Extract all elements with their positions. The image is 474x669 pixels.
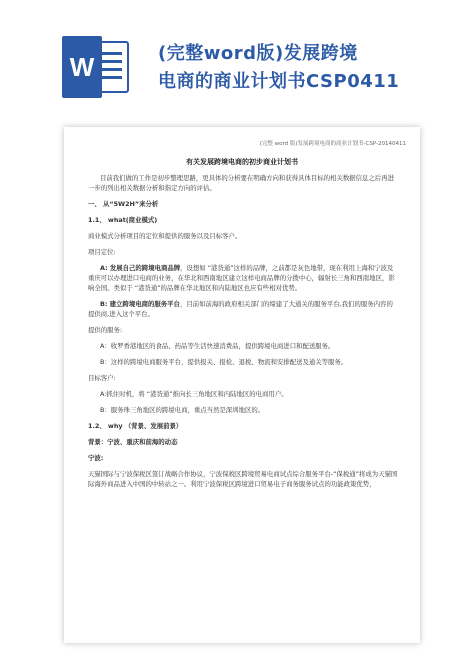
service-a: A：收罗香港地区的食品、药品等生活快速消费品，提供跨境电商进口和配送服务。 [100, 342, 335, 350]
running-header: (完整 word 版)发展跨境电商的商业计划书-CSP-20140411 [259, 141, 406, 147]
what-description: 商业模式分析项目的定位和提供的服务以及目标客户。 [88, 232, 242, 240]
section-heading-1: 一、 从“5W2H”来分析 [88, 200, 159, 208]
positioning-b-lead: B: 建立跨境电商的服务平台 [100, 300, 180, 308]
banner-title-line-1: (完整word版)发展跨境 [158, 43, 358, 64]
document-title: 有关发展跨境电商的初步商业计划书 [186, 158, 298, 166]
banner-title-line-2: 电商的商业计划书CSP0411 [158, 71, 400, 92]
customer-b: B：服务珠三角地区的跨境电商，重点当然是深圳地区的。 [100, 406, 265, 414]
document-body [88, 173, 398, 495]
header-banner [0, 0, 474, 118]
positioning-label: 项目定位: [88, 248, 116, 256]
word-icon [60, 36, 130, 98]
word-logo-letter: W [69, 52, 95, 82]
customer-a: A:抓住时机，将 “港货通”推向长三角地区和内陆地区的电商用户。 [100, 390, 288, 398]
section-heading-1-1: 1.1、 what(商业模式) [88, 216, 158, 224]
positioning-b [88, 299, 398, 319]
services-label: 提供的服务: [88, 326, 123, 334]
customers-label: 目标客户: [88, 374, 116, 382]
ningbo-label: 宁波: [88, 454, 104, 462]
background-heading: 背景：宁波、重庆和前海的动态 [88, 438, 178, 446]
ningbo-paragraph: 天猫国际与宁波保税区签订战略合作协议，宁波保税区跨境贸易电商试点综合服务平台-“保税通”将成为天猫国际海外商品进入中国的中转站之一。利用宁波保税区跨境进口贸易电子商务服务试点的功能政策优势， [88, 470, 398, 488]
positioning-a [88, 263, 398, 293]
positioning-b-text: ，目前如前海的政府相关部门的缔建了大通关的服务平台,我们的服务内容的提供商,进入这个平台。 [88, 300, 393, 318]
document-page [64, 127, 420, 643]
positioning-a-text: ，设想如 “港货通”这样的品牌，之前都是灰色地带，现在利用上海和宁波及重庆可以办理进口电商的业务，在华北和西南地区建立这样电商品牌的分拨中心，辐射长三角和西南地区，影响全国。类似于 “港货通”的品牌在华北地区和内陆地区也应有些相对优势。 [88, 264, 395, 292]
section-heading-1-2: 1.2、 why （背景、发展前景） [88, 422, 183, 430]
service-b: B：这样的跨境电商服务平台，提供报关、报检、退税、物流和安排配送及通关等服务。 [100, 358, 348, 366]
banner-title [158, 40, 458, 96]
intro-paragraph: 目前我们做的工作是初步整理思路，更具体的分析要在明确方向和获得具体目标的相关数据信息之后再进一步的列出相关数据分析和指定方向的评估。 [88, 174, 394, 192]
positioning-a-lead: A: 发展自己的跨境电商品牌 [100, 264, 181, 272]
